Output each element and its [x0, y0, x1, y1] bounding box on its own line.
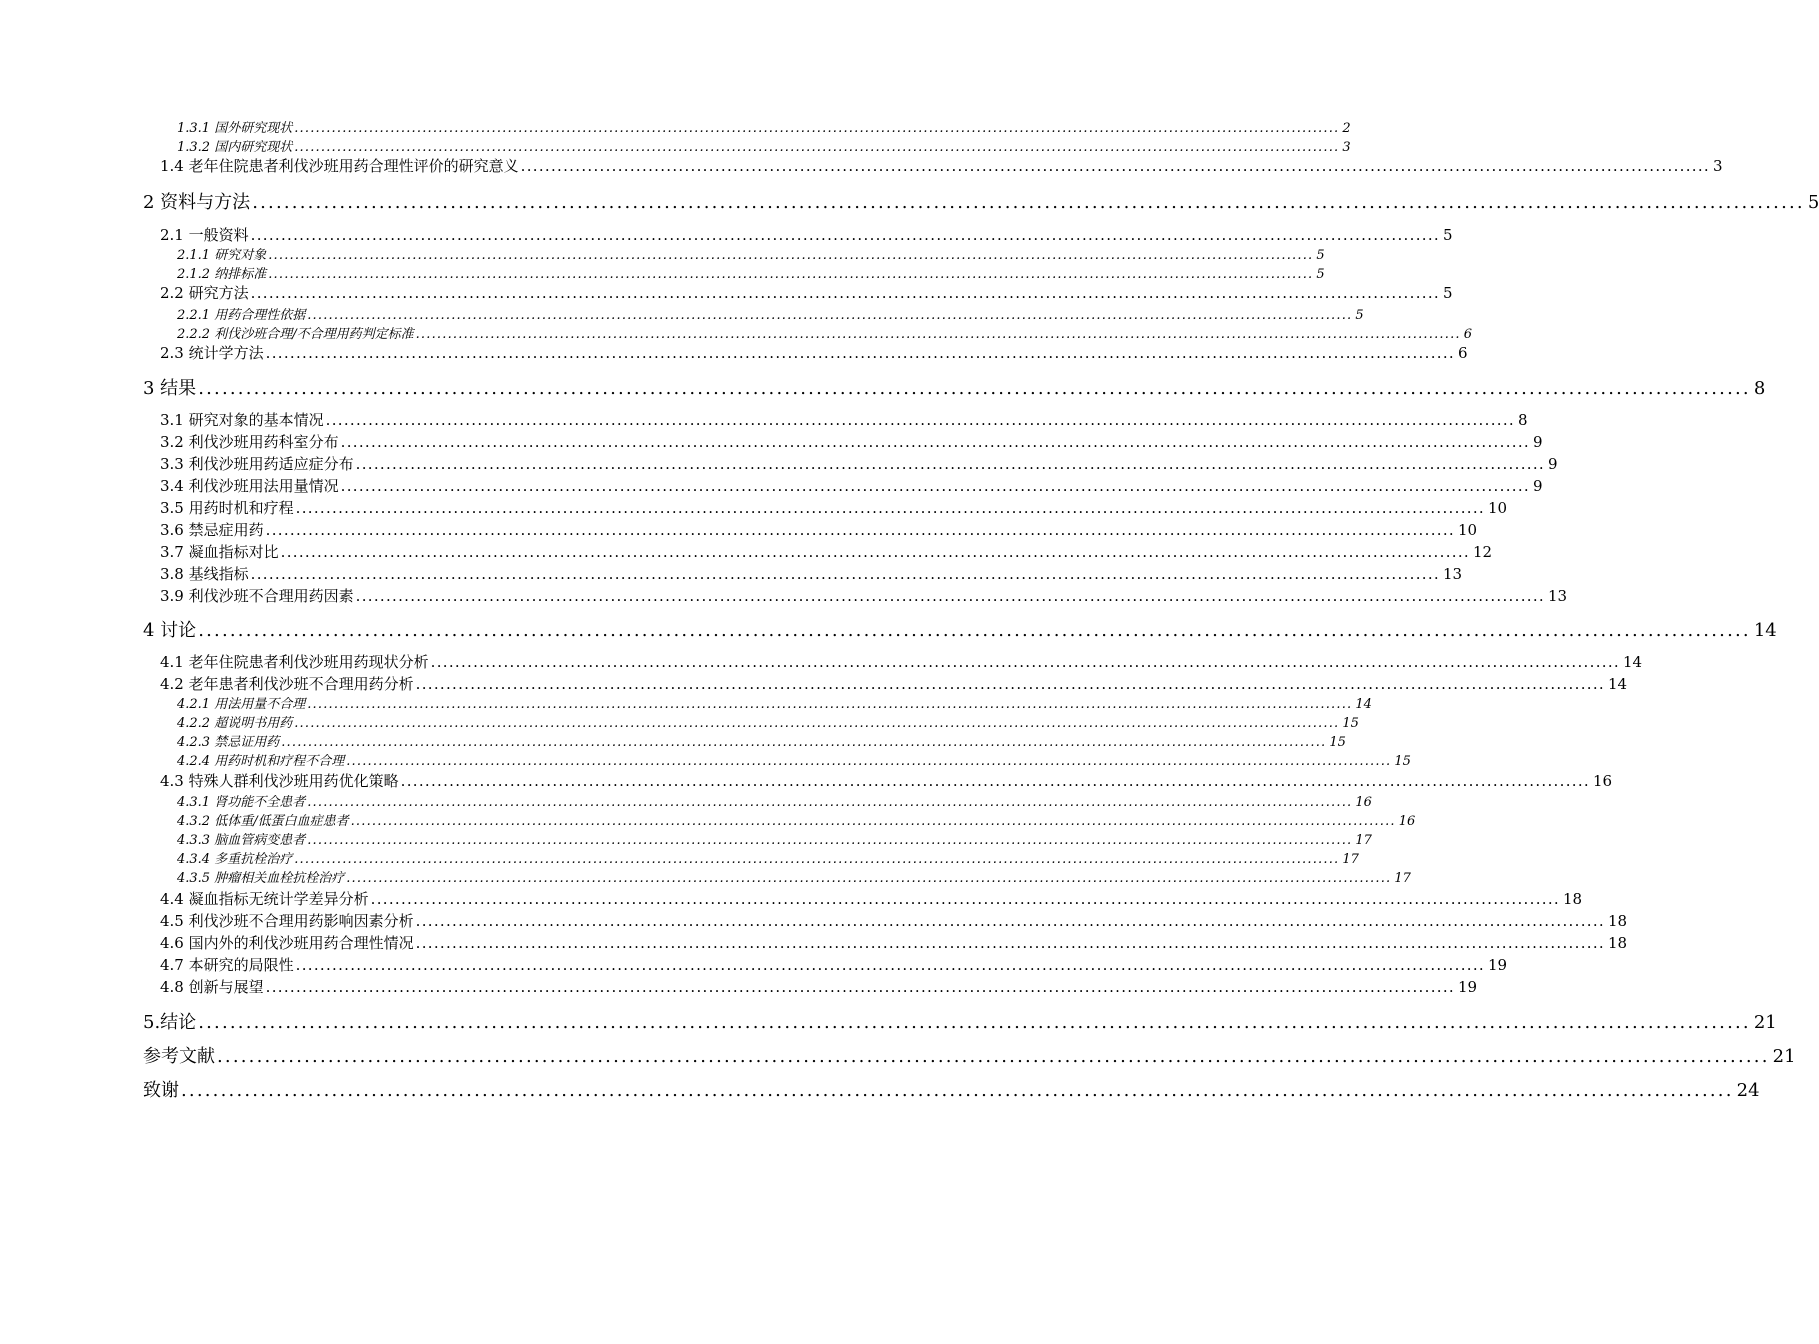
toc-entry-title: 2.1.1 研究对象: [177, 248, 267, 263]
toc-entry-2[interactable]: [143, 188, 1819, 214]
toc-dot-leader: ....................................................................................................................................................................................................: [430, 653, 1620, 671]
toc-page-number: 14: [1622, 653, 1643, 671]
toc-entry-2-2-2[interactable]: [177, 323, 1473, 342]
toc-entry-title: 2.3 统计学方法: [160, 344, 264, 362]
toc-page-number: 8: [1517, 411, 1528, 429]
toc-dot-leader: ....................................................................................................................................................................................................: [294, 121, 1340, 136]
toc-page-number: 5: [1807, 192, 1819, 213]
toc-entry-4-3-1[interactable]: [177, 791, 1372, 810]
toc-page-number: 18: [1607, 912, 1628, 930]
toc-entry-title: 4.3.5 肿瘤相关血栓抗栓治疗: [177, 871, 345, 886]
toc-page-number: 19: [1487, 956, 1508, 974]
toc-dot-leader: ....................................................................................................................................................................................................: [307, 308, 1353, 323]
toc-page-number: 21: [1772, 1046, 1796, 1067]
toc-entry-3-7[interactable]: [160, 541, 1493, 562]
toc-page-number: 17: [1342, 852, 1359, 867]
toc-dot-leader: ....................................................................................................................................................................................................: [295, 499, 1485, 517]
toc-entry-title: 3.1 研究对象的基本情况: [160, 411, 324, 429]
toc-page-number: 12: [1472, 543, 1493, 561]
toc-entry-4-2[interactable]: [160, 673, 1628, 694]
toc-page-number: 5: [1316, 248, 1325, 263]
toc-entry-2-1-2[interactable]: [177, 263, 1325, 282]
toc-dot-leader: ....................................................................................................................................................................................................: [250, 226, 1440, 244]
toc-page-number: 16: [1355, 795, 1372, 810]
toc-dot-leader: ....................................................................................................................................................................................................: [265, 978, 1455, 996]
toc-entry-title: 3.3 利伐沙班用药适应症分布: [160, 455, 354, 473]
toc-page-number: 5: [1442, 284, 1453, 302]
toc-entry-title: 4.5 利伐沙班不合理用药影响因素分析: [160, 912, 414, 930]
toc-entry-4-2-3[interactable]: [177, 731, 1346, 750]
toc-entry-3-4[interactable]: [160, 475, 1543, 496]
toc-entry-2-1[interactable]: [160, 224, 1453, 245]
toc-dot-leader: ....................................................................................................................................................................................................: [181, 1080, 1734, 1101]
toc-page-number: 3: [1712, 157, 1723, 175]
toc-dot-leader: ....................................................................................................................................................................................................: [294, 140, 1340, 155]
toc-entry-title: 4.4 凝血指标无统计学差异分析: [160, 890, 369, 908]
toc-page-number: 2: [1342, 121, 1351, 136]
toc-entry-title: 4.3.3 脑血管病变患者: [177, 833, 306, 848]
toc-dot-leader: ....................................................................................................................................................................................................: [415, 675, 1605, 693]
toc-dot-leader: ....................................................................................................................................................................................................: [198, 378, 1751, 399]
toc-dot-leader: ....................................................................................................................................................................................................: [250, 565, 1440, 583]
toc-entry-title: 3.7 凝血指标对比: [160, 543, 279, 561]
toc-page-number: 13: [1442, 565, 1463, 583]
toc-entry-title: 1.3.2 国内研究现状: [177, 140, 293, 155]
toc-dot-leader: ....................................................................................................................................................................................................: [252, 192, 1805, 213]
toc-entry-2-2[interactable]: [160, 282, 1453, 303]
toc-entry-3-1[interactable]: [160, 409, 1528, 430]
toc-entry-title: 2.2.1 用药合理性依据: [177, 308, 306, 323]
toc-entry-title: 4.1 老年住院患者利伐沙班用药现状分析: [160, 653, 429, 671]
toc-entry-4-1[interactable]: [160, 651, 1643, 672]
toc-page-number: 6: [1457, 344, 1468, 362]
toc-entry-title: 3.5 用药时机和疗程: [160, 499, 294, 517]
toc-entry-title: 1.4 老年住院患者利伐沙班用药合理性评价的研究意义: [160, 157, 519, 175]
toc-page-number: 16: [1398, 814, 1416, 829]
toc-entry-4-2-1[interactable]: [177, 693, 1372, 712]
toc-entry-3-5[interactable]: [160, 497, 1508, 518]
toc-page-number: 15: [1342, 716, 1359, 731]
toc-dot-leader: ....................................................................................................................................................................................................: [268, 248, 1314, 263]
toc-dot-leader: ....................................................................................................................................................................................................: [415, 934, 1605, 952]
toc-entry-title: 3.9 利伐沙班不合理用药因素: [160, 587, 354, 605]
toc-entry-4-3-3[interactable]: [177, 829, 1372, 848]
toc-entry-title: 3.4 利伐沙班用法用量情况: [160, 477, 339, 495]
toc-entry-4-2-4[interactable]: [177, 750, 1411, 769]
toc-entry-4-5[interactable]: [160, 910, 1628, 931]
toc-entry-1-4[interactable]: [160, 155, 1723, 176]
toc-dot-leader: ....................................................................................................................................................................................................: [280, 543, 1470, 561]
toc-entry-title: 2 资料与方法: [143, 192, 251, 213]
toc-entry-title: 4.6 国内外的利伐沙班用药合理性情况: [160, 934, 414, 952]
toc-dot-leader: ....................................................................................................................................................................................................: [520, 157, 1710, 175]
toc-entry-4-8[interactable]: [160, 976, 1478, 997]
toc-dot-leader: ....................................................................................................................................................................................................: [307, 833, 1353, 848]
toc-dot-leader: ....................................................................................................................................................................................................: [281, 735, 1327, 750]
toc-entry-title: 1.3.1 国外研究现状: [177, 121, 293, 136]
toc-entry-title: 致谢: [143, 1080, 179, 1101]
toc-dot-leader: ....................................................................................................................................................................................................: [325, 411, 1515, 429]
toc-entry-acknowledgements[interactable]: [143, 1076, 1760, 1102]
toc-entry-4-7[interactable]: [160, 954, 1508, 975]
toc-entry-title: 2.2 研究方法: [160, 284, 249, 302]
toc-page-number: 8: [1753, 378, 1766, 399]
toc-entry-title: 4.3.1 肾功能不全患者: [177, 795, 306, 810]
toc-page-number: 13: [1547, 587, 1568, 605]
toc-page-number: 19: [1457, 978, 1478, 996]
toc-entry-2-2-1[interactable]: [177, 304, 1364, 323]
toc-dot-leader: ....................................................................................................................................................................................................: [307, 795, 1353, 810]
toc-entry-title: 4.7 本研究的局限性: [160, 956, 294, 974]
toc-dot-leader: ....................................................................................................................................................................................................: [355, 455, 1545, 473]
toc-entry-title: 4.2.4 用药时机和疗程不合理: [177, 754, 345, 769]
toc-dot-leader: ....................................................................................................................................................................................................: [415, 327, 1461, 342]
toc-page-number: 6: [1463, 327, 1473, 342]
toc-entry-title: 4 讨论: [143, 620, 197, 641]
toc-entry-4-4[interactable]: [160, 888, 1583, 909]
toc-entry-4-3-5[interactable]: [177, 867, 1411, 886]
toc-entry-3-9[interactable]: [160, 585, 1568, 606]
toc-entry-3-6[interactable]: [160, 519, 1478, 540]
toc-dot-leader: ....................................................................................................................................................................................................: [415, 912, 1605, 930]
toc-entry-title: 5.结论: [143, 1012, 197, 1033]
toc-dot-leader: ....................................................................................................................................................................................................: [350, 814, 1396, 829]
toc-entry-title: 4.2 老年患者利伐沙班不合理用药分析: [160, 675, 414, 693]
toc-page-number: 3: [1342, 140, 1351, 155]
toc-page-number: 24: [1736, 1080, 1760, 1101]
toc-page-number: 9: [1547, 455, 1558, 473]
toc-dot-leader: ....................................................................................................................................................................................................: [340, 477, 1530, 495]
toc-page-number: 5: [1442, 226, 1453, 244]
toc-entry-title: 4.3.2 低体重/低蛋白血症患者: [177, 814, 349, 829]
toc-entry-title: 4.3 特殊人群利伐沙班用药优化策略: [160, 772, 399, 790]
toc-entry-3-3[interactable]: [160, 453, 1558, 474]
toc-dot-leader: ....................................................................................................................................................................................................: [294, 716, 1340, 731]
toc-entry-5[interactable]: [143, 1008, 1777, 1034]
toc-page-number: 10: [1457, 521, 1478, 539]
toc-entry-2-3[interactable]: [160, 342, 1468, 363]
toc-page-number: 15: [1329, 735, 1346, 750]
toc-dot-leader: ....................................................................................................................................................................................................: [346, 871, 1392, 886]
toc-entry-title: 3.2 利伐沙班用药科室分布: [160, 433, 339, 451]
toc-dot-leader: ....................................................................................................................................................................................................: [370, 890, 1560, 908]
toc-entry-4-3[interactable]: [160, 770, 1613, 791]
toc-entry-3[interactable]: [143, 374, 1766, 400]
toc-entry-4-3-2[interactable]: [177, 810, 1416, 829]
toc-entry-title: 4.2.2 超说明书用药: [177, 716, 293, 731]
toc-entry-3-2[interactable]: [160, 431, 1543, 452]
toc-page-number: 17: [1394, 871, 1411, 886]
toc-entry-3-8[interactable]: [160, 563, 1463, 584]
toc-entry-1-3-2[interactable]: [177, 136, 1351, 155]
toc-entry-references[interactable]: [143, 1042, 1796, 1068]
toc-entry-4[interactable]: [143, 616, 1777, 642]
toc-page-number: 16: [1592, 772, 1613, 790]
toc-entry-title: 2.2.2 利伐沙班合理/不合理用药判定标准: [177, 327, 414, 342]
toc-dot-leader: ....................................................................................................................................................................................................: [265, 344, 1455, 362]
toc-dot-leader: ....................................................................................................................................................................................................: [355, 587, 1545, 605]
toc-entry-title: 4.3.4 多重抗栓治疗: [177, 852, 293, 867]
toc-page-number: 10: [1487, 499, 1508, 517]
toc-entry-title: 3.8 基线指标: [160, 565, 249, 583]
toc-entry-1-3-1[interactable]: [177, 117, 1351, 136]
toc-page-number: 18: [1562, 890, 1583, 908]
toc-dot-leader: ....................................................................................................................................................................................................: [250, 284, 1440, 302]
toc-dot-leader: ....................................................................................................................................................................................................: [400, 772, 1590, 790]
toc-dot-leader: ....................................................................................................................................................................................................: [294, 852, 1340, 867]
toc-entry-title: 2.1 一般资料: [160, 226, 249, 244]
toc-entry-4-2-2[interactable]: [177, 712, 1359, 731]
toc-page-number: 5: [1355, 308, 1364, 323]
toc-entry-title: 3 结果: [143, 378, 197, 399]
toc-entry-title: 4.8 创新与展望: [160, 978, 264, 996]
toc-dot-leader: ....................................................................................................................................................................................................: [198, 620, 1751, 641]
toc-dot-leader: ....................................................................................................................................................................................................: [340, 433, 1530, 451]
toc-page-number: 9: [1532, 477, 1543, 495]
toc-page-number: 9: [1532, 433, 1543, 451]
toc-page-number: 21: [1753, 1012, 1777, 1033]
toc-dot-leader: ....................................................................................................................................................................................................: [346, 754, 1392, 769]
toc-entry-4-3-4[interactable]: [177, 848, 1359, 867]
toc-page-number: 18: [1607, 934, 1628, 952]
toc-page-number: 14: [1753, 620, 1777, 641]
toc-dot-leader: ....................................................................................................................................................................................................: [265, 521, 1455, 539]
toc-entry-2-1-1[interactable]: [177, 244, 1325, 263]
toc-entry-title: 4.2.3 禁忌证用药: [177, 735, 280, 750]
toc-entry-title: 参考文献: [143, 1046, 215, 1067]
toc-entry-title: 3.6 禁忌症用药: [160, 521, 264, 539]
toc-page-number: 14: [1607, 675, 1628, 693]
toc-dot-leader: ....................................................................................................................................................................................................: [198, 1012, 1751, 1033]
toc-page-number: 14: [1355, 697, 1372, 712]
toc-dot-leader: ....................................................................................................................................................................................................: [295, 956, 1485, 974]
toc-page-number: 5: [1316, 267, 1325, 282]
toc-entry-title: 4.2.1 用法用量不合理: [177, 697, 306, 712]
toc-page-number: 17: [1355, 833, 1372, 848]
toc-dot-leader: ....................................................................................................................................................................................................: [268, 267, 1314, 282]
toc-entry-4-6[interactable]: [160, 932, 1628, 953]
toc-page-number: 15: [1394, 754, 1411, 769]
toc-dot-leader: ....................................................................................................................................................................................................: [307, 697, 1353, 712]
toc-dot-leader: ....................................................................................................................................................................................................: [217, 1046, 1770, 1067]
toc-entry-title: 2.1.2 纳排标准: [177, 267, 267, 282]
